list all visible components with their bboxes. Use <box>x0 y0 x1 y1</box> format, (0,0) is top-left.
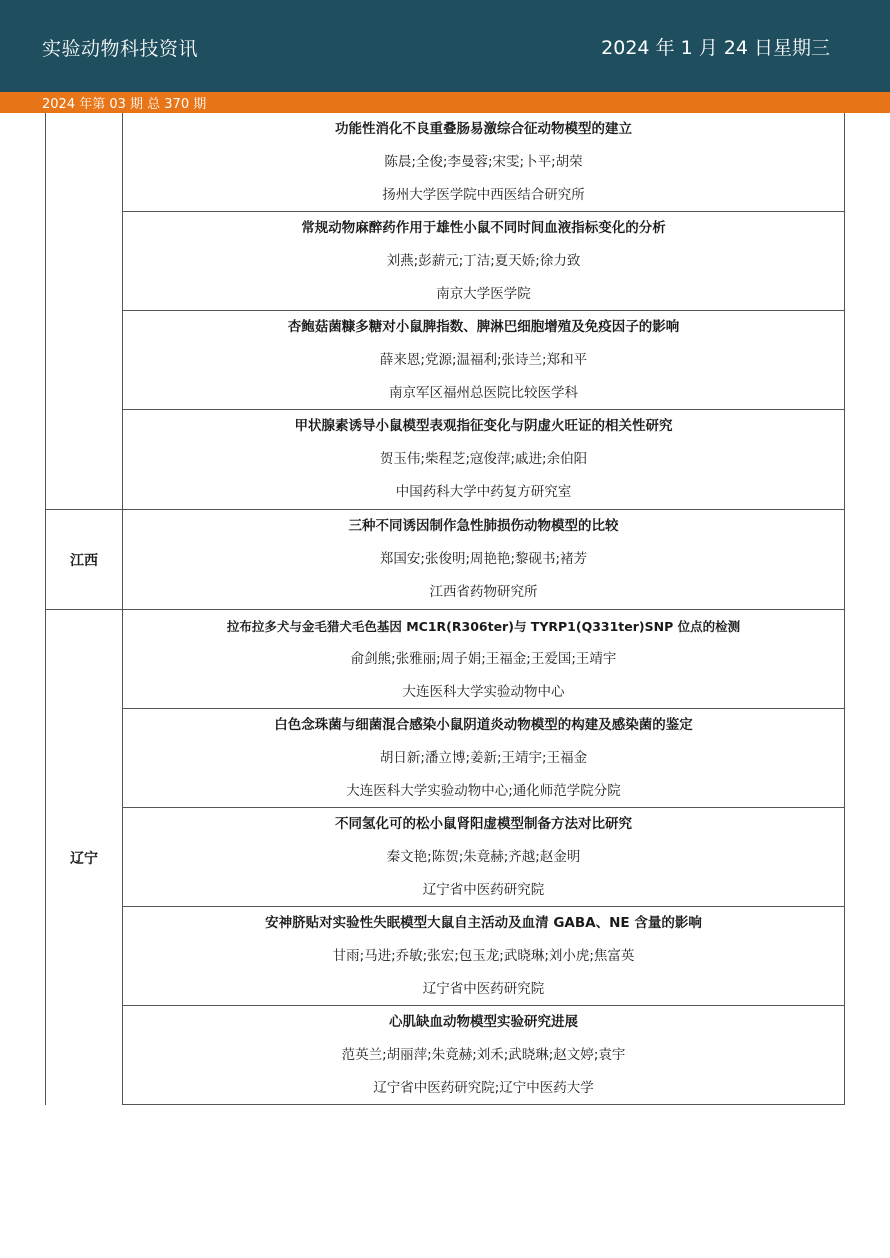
region-row <box>45 510 845 610</box>
paper-institution: 辽宁省中医药研究院 <box>422 980 545 997</box>
paper-title: 功能性消化不良重叠肠易激综合征动物模型的建立 <box>335 120 632 137</box>
issue-number: 2024 年第 03 期 总 370 期 <box>42 97 207 112</box>
region-name: 江西 <box>45 510 123 609</box>
paper-entry <box>123 113 845 212</box>
region-row <box>45 113 845 510</box>
paper-authors: 甘雨;马进;乔敏;张宏;包玉龙;武晓琳;刘小虎;焦富英 <box>332 947 635 964</box>
paper-title: 心肌缺血动物模型实验研究进展 <box>389 1013 578 1030</box>
paper-entry <box>123 610 845 709</box>
region-name: 辽宁 <box>45 610 123 1105</box>
region-name <box>45 113 123 509</box>
paper-entry <box>123 808 845 907</box>
paper-institution: 南京军区福州总医院比较医学科 <box>389 384 578 401</box>
paper-institution: 江西省药物研究所 <box>429 584 538 600</box>
region-entries <box>123 113 845 509</box>
paper-title: 安神脐贴对实验性失眠模型大鼠自主活动及血清 GABA、NE 含量的影响 <box>265 914 702 931</box>
paper-authors: 范英兰;胡丽萍;朱竟赫;刘禾;武晓琳;赵文婷;袁宇 <box>341 1046 626 1063</box>
paper-entry <box>123 907 845 1006</box>
region-row <box>45 610 845 1105</box>
region-entries <box>123 510 845 609</box>
paper-authors: 俞剑熊;张雅丽;周子娟;王福金;王爱国;王靖宇 <box>350 650 617 667</box>
paper-title: 常规动物麻醉药作用于雄性小鼠不同时间血液指标变化的分析 <box>301 219 666 236</box>
paper-title: 拉布拉多犬与金毛猎犬毛色基因 MC1R(R306ter)与 TYRP1(Q331ter)SNP 位点的检测 <box>226 618 741 634</box>
publication-date: 2024 年 1 月 24 日星期三 <box>601 37 830 59</box>
paper-institution: 大连医科大学实验动物中心;通化师范学院分院 <box>346 782 621 799</box>
paper-entry <box>123 311 845 410</box>
paper-institution: 辽宁省中医药研究院 <box>422 881 545 898</box>
paper-institution: 辽宁省中医药研究院;辽宁中医药大学 <box>373 1079 594 1096</box>
paper-title: 白色念珠菌与细菌混合感染小鼠阴道炎动物模型的构建及感染菌的鉴定 <box>274 716 693 733</box>
paper-title: 杏鲍菇菌糠多糖对小鼠脾指数、脾淋巴细胞增殖及免疫因子的影响 <box>287 318 680 335</box>
paper-institution: 中国药科大学中药复方研究室 <box>395 484 572 500</box>
paper-entry <box>123 510 845 609</box>
paper-institution: 大连医科大学实验动物中心 <box>402 683 565 700</box>
paper-entry <box>123 1006 845 1105</box>
paper-authors: 贺玉伟;柴程芝;寇俊萍;戚进;余伯阳 <box>379 451 588 467</box>
paper-title: 不同氢化可的松小鼠肾阳虚模型制备方法对比研究 <box>335 815 632 832</box>
paper-table <box>45 113 845 1105</box>
paper-entry <box>123 709 845 808</box>
paper-institution: 南京大学医学院 <box>436 285 531 302</box>
paper-authors: 薛来恩;党源;温福利;张诗兰;郑和平 <box>379 351 588 368</box>
paper-authors: 刘燕;彭薪元;丁洁;夏天娇;徐力致 <box>386 252 581 269</box>
paper-authors: 秦文艳;陈贺;朱竟赫;齐越;赵金明 <box>386 848 581 865</box>
paper-authors: 郑国安;张俊明;周艳艳;黎砚书;褚芳 <box>379 551 588 567</box>
paper-institution: 扬州大学医学院中西医结合研究所 <box>382 186 585 203</box>
paper-authors: 胡日新;潘立博;姜新;王靖宇;王福金 <box>379 749 588 766</box>
paper-title: 三种不同诱因制作急性肺损伤动物模型的比较 <box>348 518 619 534</box>
issue-bar <box>0 92 890 113</box>
publication-title: 实验动物科技资讯 <box>42 38 199 60</box>
paper-entry <box>123 212 845 311</box>
paper-title: 甲状腺素诱导小鼠模型表观指征变化与阴虚火旺证的相关性研究 <box>294 418 673 434</box>
paper-entry <box>123 410 845 509</box>
header-bar <box>0 0 890 92</box>
region-entries <box>123 610 845 1105</box>
paper-authors: 陈晨;全俊;李曼蓉;宋雯;卜平;胡荣 <box>384 153 583 170</box>
